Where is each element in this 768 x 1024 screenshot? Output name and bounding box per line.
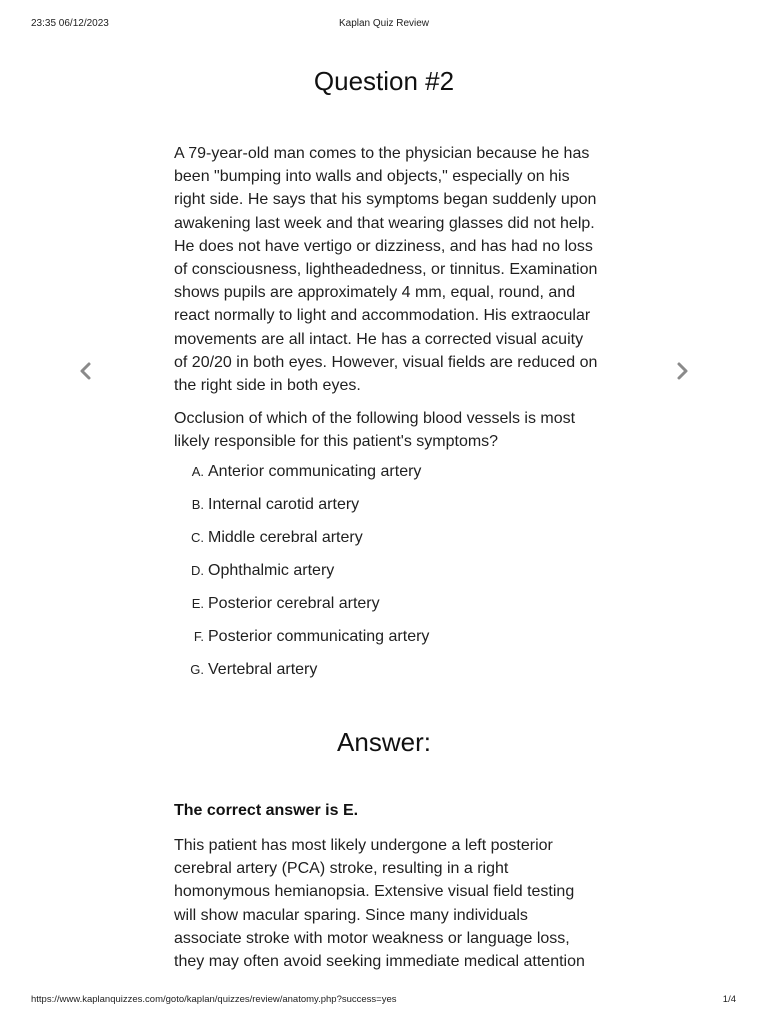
question-heading: Question #2 xyxy=(313,66,455,96)
print-page-number: 1/4 xyxy=(722,994,736,1005)
correct-answer-label: The correct answer is E. xyxy=(174,802,359,819)
choice-text: Internal carotid artery xyxy=(208,496,360,513)
choice-text: Anterior communicating artery xyxy=(208,463,422,480)
chevron-left-icon xyxy=(76,360,96,382)
choice-letter: F. xyxy=(193,629,204,644)
choice-text: Posterior communicating artery xyxy=(208,628,430,645)
choice-b[interactable] xyxy=(174,496,598,529)
choice-c[interactable] xyxy=(174,529,598,562)
choice-text: Middle cerebral artery xyxy=(208,529,363,546)
question-stem: A 79-year-old man comes to the physician because he has been "bumping into walls and objects," especially on his right side. He says that his symptoms began suddenly upon awakening last week and that wearing glasses did not help. He does not have vertigo or dizziness, and has had no loss of consciousness, lightheadedness, or tinnitus. Examination shows pupils are approximately 4 mm, equal, round, and react normally to light and accommodation. His extraocular movements are all intact. He has a corrected visual acuity of 20/20 in both eyes. However, visual fields are reduced on the right side in both eyes. xyxy=(174,145,598,395)
choice-letter: A. xyxy=(191,464,204,479)
choice-a[interactable] xyxy=(174,463,598,496)
answer-explanation: This patient has most likely undergone a left posterior cerebral artery (PCA) stroke, resulting in a right homonymous hemianopsia. Extensive visual field testing will show macular sparing. Since many individuals associate stroke with motor weakness or language loss, they may often avoid seeking immediate medical attention xyxy=(174,837,585,971)
question-prompt: Occlusion of which of the following blood vessels is most likely responsible for this patient's symptoms? xyxy=(174,410,576,451)
choice-text: Ophthalmic artery xyxy=(208,562,335,579)
answer-heading: Answer: xyxy=(337,727,431,757)
choice-letter: B. xyxy=(191,497,204,512)
choice-letter: C. xyxy=(191,530,204,545)
previous-question-button[interactable] xyxy=(76,360,96,382)
choice-letter: E. xyxy=(191,596,204,611)
print-page-url: https://www.kaplanquizzes.com/goto/kaplan/quizzes/review/anatomy.php?success=yes xyxy=(31,994,397,1005)
choice-f[interactable] xyxy=(174,628,598,661)
choice-e[interactable] xyxy=(174,595,598,628)
answer-choices-list xyxy=(174,463,598,694)
choice-letter: D. xyxy=(191,563,204,578)
choice-text: Vertebral artery xyxy=(208,661,318,678)
next-question-button[interactable] xyxy=(672,360,692,382)
chevron-right-icon xyxy=(672,360,692,382)
choice-g[interactable] xyxy=(174,661,598,694)
print-page-title: Kaplan Quiz Review xyxy=(338,18,430,29)
print-datetime: 23:35 06/12/2023 xyxy=(31,18,109,29)
choice-letter: G. xyxy=(190,662,204,677)
choice-d[interactable] xyxy=(174,562,598,595)
choice-text: Posterior cerebral artery xyxy=(208,595,380,612)
